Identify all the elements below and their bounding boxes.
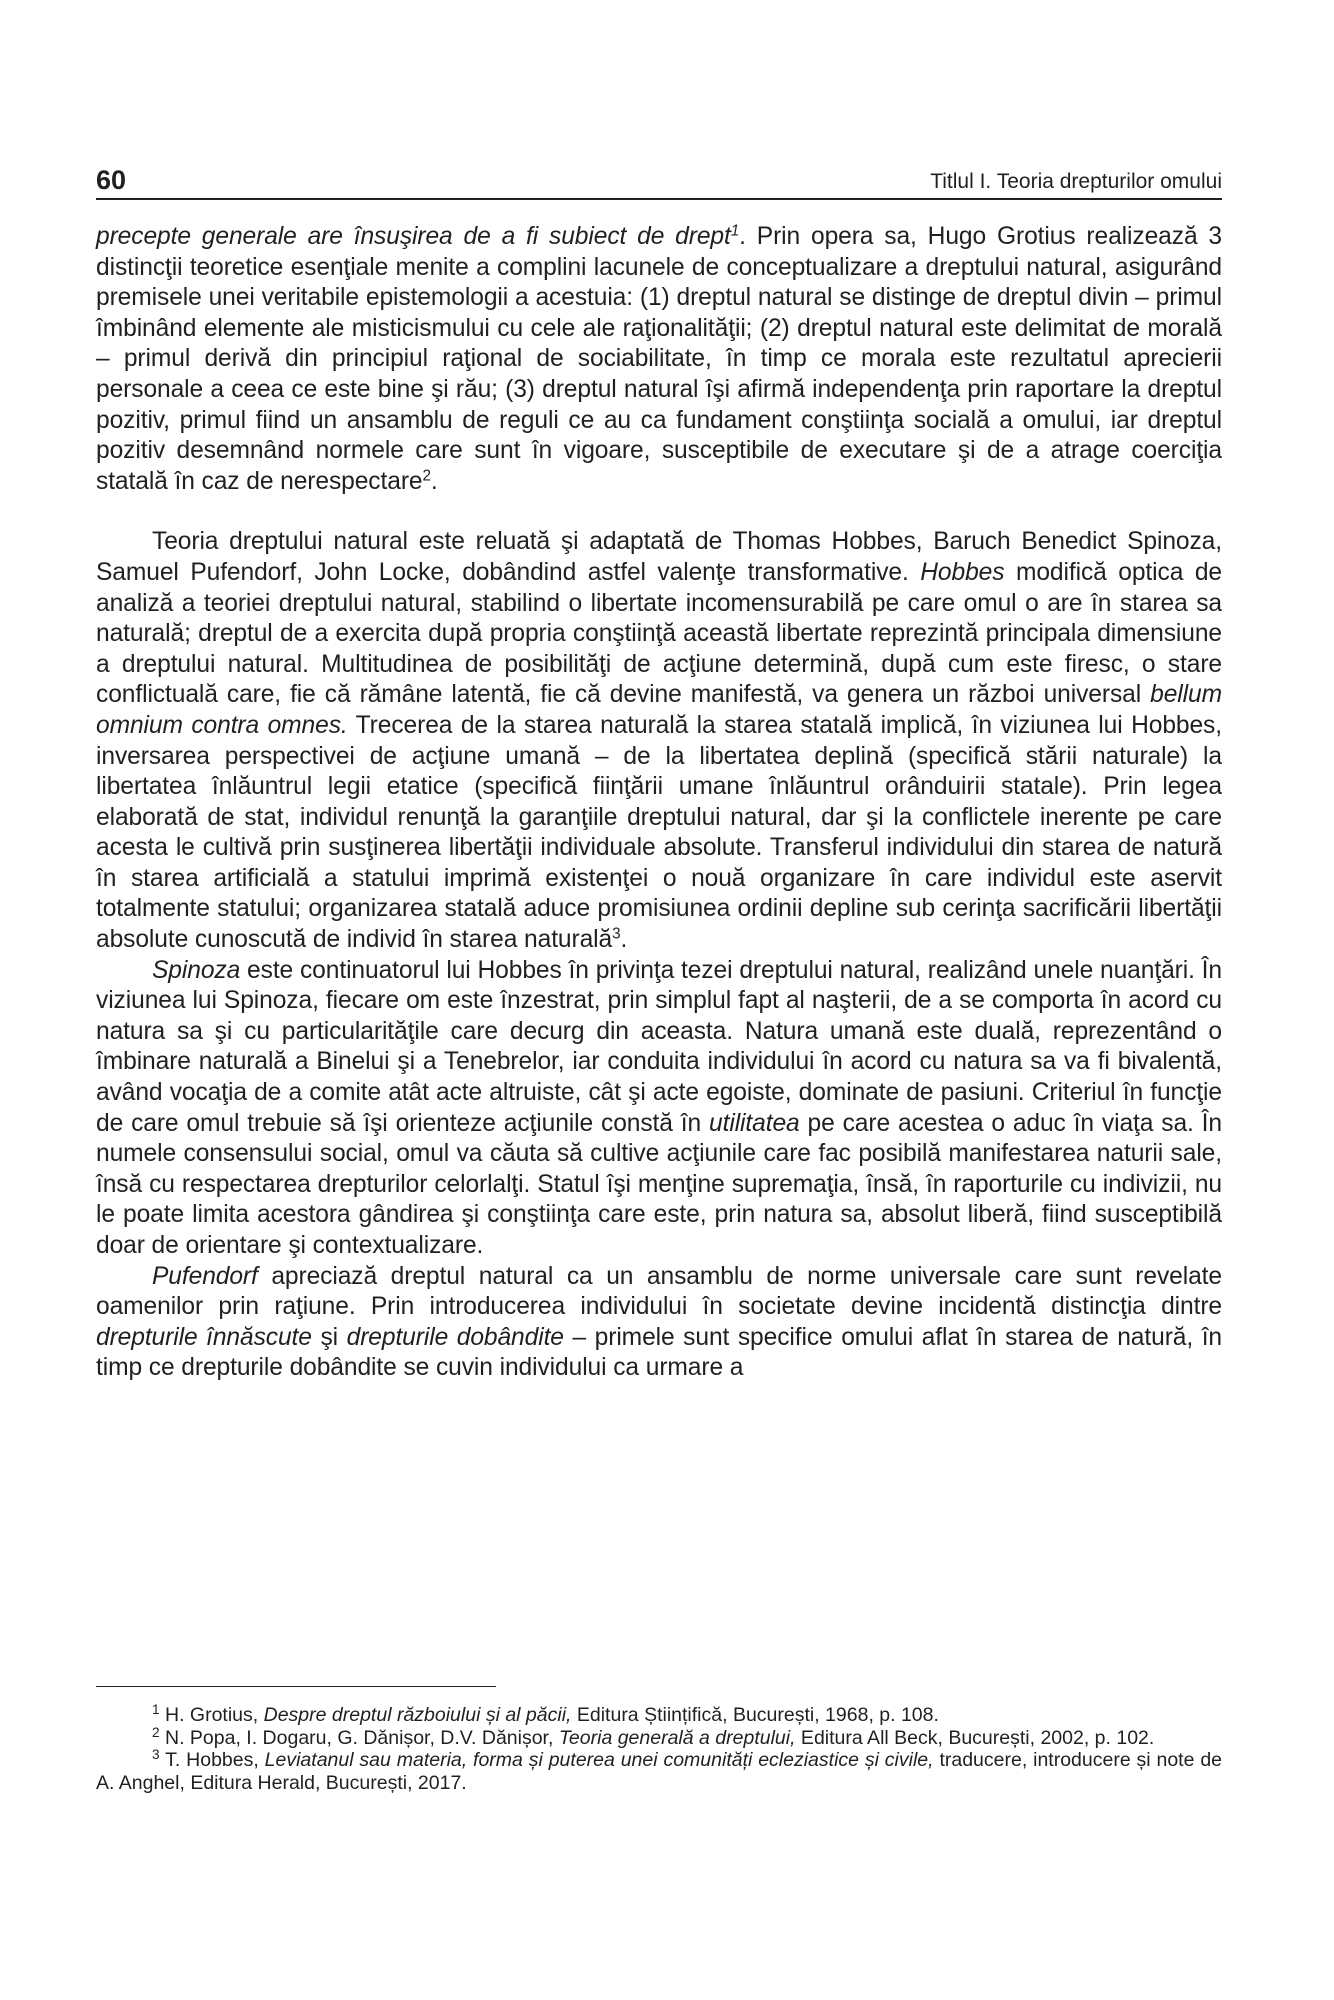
- text-run: H. Grotius,: [159, 1704, 264, 1726]
- body-text: [96, 222, 1222, 1384]
- italic-text: Hobbes: [920, 558, 1005, 586]
- footnote-reference: 2: [422, 467, 431, 485]
- footnote-separator: [96, 1686, 496, 1687]
- italic-text: drepturile înnăscute: [96, 1323, 312, 1351]
- footnote: [96, 1724, 1222, 1750]
- footnotes: [96, 1704, 1222, 1794]
- text-run: Trecerea de la starea naturală la starea statală implică, în viziunea lui Hobbes, inversarea perspectivei de acţiune umană – de la libertatea deplină (specifică stării naturale) la libertatea înlăuntrul legii etatice (specifică fiinţării umane înlăuntrul orânduirii statale). Prin legea elaborată de stat, individul renunţă la garanţiile dreptului natural, dar şi la conflictele inerente pe care acesta le cultivă prin susţinerea libertăţii individuale absolute. Transferul individului din starea de natură în starea artificială a statului imprimă existenţei o nouă organizare în care individul este aservit totalmente statului; organizarea statală aduce promisiunea ordinii depline sub cerinţa sacrificării libertăţii absolute cunoscută de individ în starea naturală: [96, 711, 1222, 954]
- italic-text: Teoria generală a dreptului,: [558, 1726, 796, 1749]
- text-run: apreciază dreptul natural ca un ansamblu de norme universale care sunt revelate oamenilor prin raţiune. Prin introducerea individului în societate devine incidentă distincţia dintre: [96, 1262, 1222, 1321]
- text-run: . Prin opera sa, Hugo Grotius realizează 3 distincţii teoretice esenţiale menite a complini lacunele de conceptualizare a dreptului natural, asigurând premisele unei veritabile epistemologii a acestuia: (1) dreptul natural se distinge de dreptul divin – primul îmbinând elemente ale misticismului cu cele ale raţionalităţii; (2) dreptul natural este delimitat de morală – primul derivă din principiul raţional de sociabilitate, în timp ce morala este rezultatul aprecierii personale a ceea ce este bine şi rău; (3) dreptul natural îşi afirmă independenţa prin raportare la dreptul pozitiv, primul fiind un ansamblu de reguli ce au ca fundament conştiinţa socială a omului, iar dreptul pozitiv desemnând normele care sunt în vigoare, susceptibile de executare şi de a atrage coerciţia statală în caz de nerespectare: [96, 223, 1222, 495]
- text-run: traducere, introducere și note de A. Anghel, Editura Herald, București, 2017.: [96, 1749, 1223, 1794]
- footnote-reference: 1: [152, 1702, 160, 1718]
- text-run: Editura Științifică, București, 1968, p. 108.: [571, 1704, 939, 1726]
- footnote: [96, 1704, 1222, 1727]
- text-run: N. Popa, I. Dogaru, G. Dănișor, D.V. Dănișor,: [159, 1726, 559, 1749]
- paragraph: [96, 222, 1222, 497]
- italic-text: Spinoza: [152, 956, 241, 984]
- italic-text: Leviatanul sau materia, forma și puterea unei comunități ecleziastice și civile,: [264, 1749, 934, 1771]
- footnote-reference: 1: [730, 222, 740, 240]
- text-run: Editura All Beck, București, 2002, p. 102.: [795, 1726, 1155, 1749]
- text-run: este continuatorul lui Hobbes în privinţa tezei dreptului natural, realizând unele nuanţări. În viziunea lui Spinoza, fiecare om este înzestrat, prin simplul fapt al naşterii, de a se comporta în acord cu natura sa şi cu particularităţile care decurg din aceasta. Natura umană este duală, reprezentând o îmbinare naturală a Binelui şi a Tenebrelor, iar conduita individului în acord cu natura sa va fi bivalentă, având vocaţia de a comite atât acte altruiste, cât şi acte egoiste, dominate de pasiuni. Criteriul în funcţie de care omul trebuie să îşi orienteze acţiunile constă în: [96, 956, 1222, 1137]
- text-run: Teoria dreptului natural este reluată şi adaptată de Thomas Hobbes, Baruch Benedict Spinoza, Samuel Pufendorf, John Locke, dobândind astfel valenţe transformative.: [96, 528, 1222, 586]
- paragraph: [96, 1262, 1222, 1384]
- page-header: [96, 166, 1222, 200]
- footnote: [96, 1749, 1222, 1794]
- italic-text: Pufendorf: [152, 1262, 258, 1290]
- text-run: pe care acestea o aduc în viaţa sa. În numele consensului social, omul va căuta să cultive acţiunile care fac posibilă manifestarea naturii sale, însă cu respectarea drepturilor celorlalţi. Statul îşi menţine supremaţia, însă, în raporturile cu indivizii, nu le poate limita acestora gândirea şi conştiinţa care este, prin natura sa, absolut liberă, fiind susceptibilă doar de orientare şi contextualizare.: [96, 1109, 1222, 1259]
- paragraph: [96, 527, 1222, 955]
- text-run: – primele sunt specifice omului aflat în starea de natură, în timp ce drepturile dobândite se cuvin individului ca urmare a: [96, 1323, 1223, 1382]
- text-run: .: [620, 926, 628, 954]
- footnote-reference: 3: [152, 1747, 160, 1763]
- footnote-reference: 3: [612, 925, 621, 943]
- running-head: Titlul I. Teoria drepturilor omului: [930, 170, 1222, 193]
- italic-text: utilitatea: [709, 1109, 800, 1137]
- italic-text: precepte generale are însuşirea de a fi subiect de drept: [96, 223, 731, 250]
- text-run: şi: [311, 1323, 347, 1351]
- italic-text: bellum omnium contra omnes.: [96, 681, 1222, 739]
- footnote-reference: 2: [152, 1724, 160, 1740]
- italic-text: drepturile dobândite: [346, 1323, 564, 1351]
- page-number: 60: [96, 165, 127, 195]
- paragraph: [96, 956, 1222, 1262]
- text-run: .: [430, 467, 438, 495]
- italic-text: Despre dreptul războiului și al păcii,: [263, 1704, 572, 1726]
- text-run: modifică optica de analiză a teoriei dreptului natural, stabilind o libertate incomensurabilă pe care omul o are în starea sa naturală; dreptul de a exercita după propria conştiinţă această libertate reprezintă principala dimensiune a dreptului natural. Multitudinea de posibilităţi de acţiune determină, după cum este firesc, o stare conflictuală care, fie că rămâne latentă, fie că devine manifestă, va genera un război universal: [96, 558, 1222, 709]
- text-run: T. Hobbes,: [159, 1749, 265, 1771]
